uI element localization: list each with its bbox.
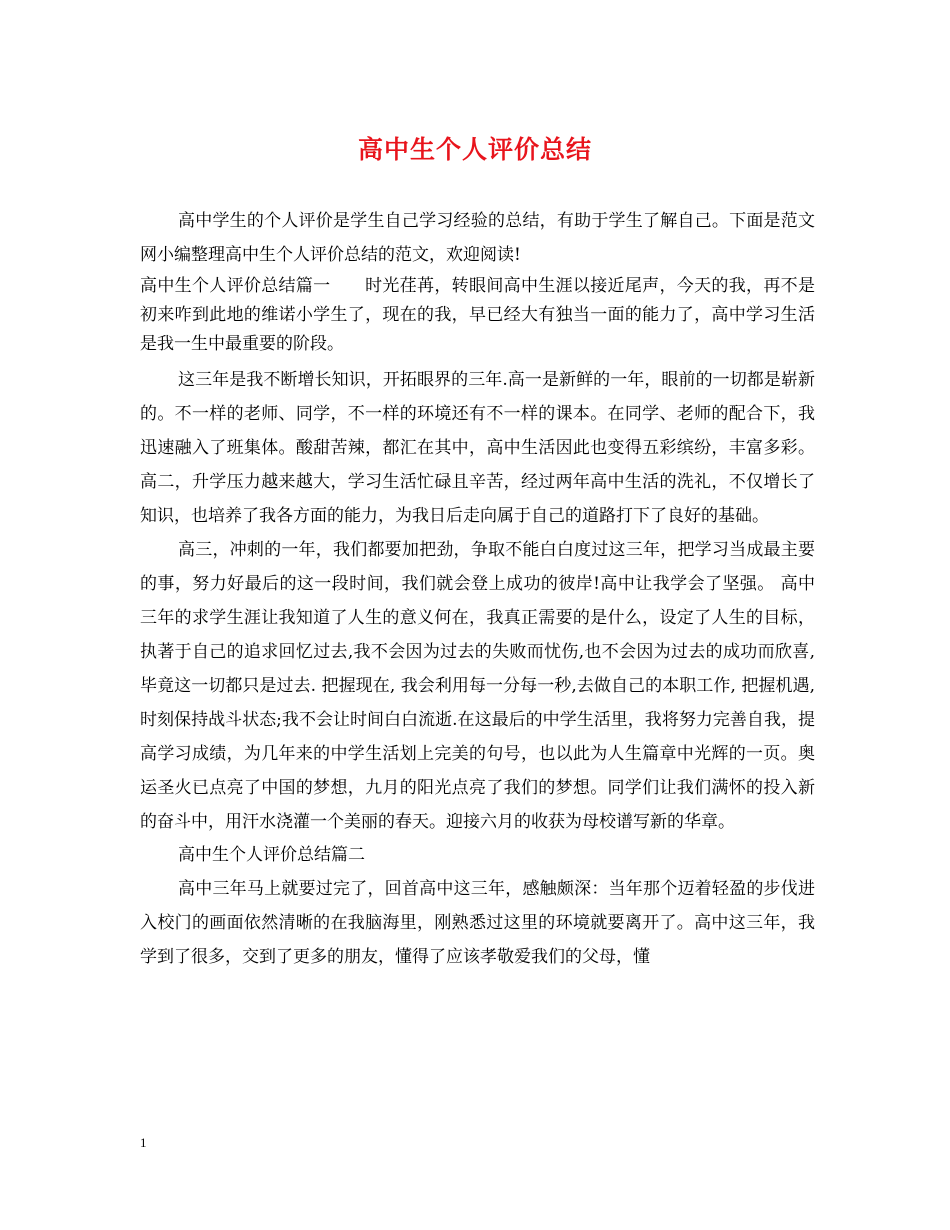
senior-year-paragraph: 高三，冲刺的一年，我们都要加把劲，争取不能白白度过这三年，把学习当成最主要的事，努力好最后的这一段时间，我们就会登上成功的彼岸!高中让我学会了坚强。 高中三年的求学生涯让我知道了人生的意义何在，我真正需要的是什么，设定了人生的目标，执著于自己的追求回忆过去,我不会因为过去的失败而忧伤,也不会因为过去的成功而欣喜,毕竟这一切都只是过去. 把握现在, 我会利用每一分每一秒,去做自己的本职工作, 把握机遇,时刻保持战斗状态;我不会让时间白白流逝.在这最后的中学生活里，我将努力完善自我，提高学习成绩，为几年来的中学生活划上完美的句号，也以此为人生篇章中光辉的一页。奥运圣火已点亮了中国的梦想，九月的阳光点亮了我们的梦想。同学们让我们满怀的投入新的奋斗中，用汗水浇灌一个美丽的春天。迎接六月的收获为母校谱写新的华章。 <box>140 540 815 832</box>
section-two-paragraph: 高中三年马上就要过完了，回首高中这三年，感触颇深：当年那个迈着轻盈的步伐进入校门的画面依然清晰的在我脑海里，刚熟悉过这里的环境就要离开了。高中这三年，我学到了很多，交到了更多的朋友，懂得了应该孝敬爱我们的父母，懂 <box>140 879 815 967</box>
section-one-paragraph: 高中生个人评价总结篇一 时光荏苒，转眼间高中生涯以接近尾声，今天的我，再不是初来咋到此地的维诺小学生了，现在的我，早已经大有独当一面的能力了，高中学习生活是我一生中最重要的阶段。 <box>140 276 815 354</box>
section-two-heading: 高中生个人评价总结篇二 <box>178 845 365 865</box>
document-body <box>140 204 815 974</box>
document-title: 高中生个人评价总结 <box>357 135 592 164</box>
intro-paragraph: 高中学生的个人评价是学生自己学习经验的总结，有助于学生了解自己。下面是范文网小编整理高中生个人评价总结的范文，欢迎阅读! <box>140 211 815 265</box>
three-years-paragraph: 这三年是我不断增长知识，开拓眼界的三年.高一是新鲜的一年，眼前的一切都是崭新的。不一样的老师、同学，不一样的环境还有不一样的课本。在同学、老师的配合下，我迅速融入了班集体。酸甜苦辣，都汇在其中，高中生活因此也变得五彩缤纷，丰富多彩。高二，升学压力越来越大，学习生活忙碌且辛苦，经过两年高中生活的洗礼，不仅增长了知识，也培养了我各方面的能力，为我日后走向属于自己的道路打下了良好的基础。 <box>140 370 815 526</box>
page-number: 1 <box>140 1135 147 1150</box>
